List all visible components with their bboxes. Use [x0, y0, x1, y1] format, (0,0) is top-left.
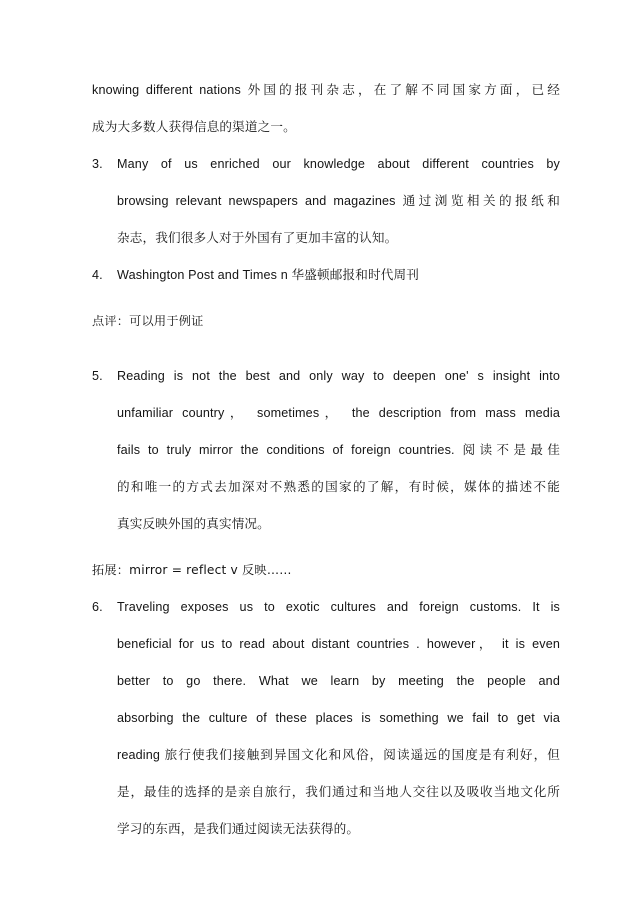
document-body: [92, 72, 560, 848]
note-text: 拓展：mirror = reflect v 反映……: [92, 563, 292, 577]
spacer: [92, 340, 560, 358]
list-item-5: [92, 358, 560, 543]
list-marker: 3.: [92, 157, 103, 171]
text-line: Washington Post and Times n 华盛顿邮报和时代周刊: [117, 268, 419, 282]
note-text: 点评：可以用于例证: [92, 314, 204, 328]
text-line: browsing relevant newspapers and magazines 通过浏览相关的报纸和: [117, 194, 560, 208]
list-marker: 4.: [92, 268, 103, 282]
note-commentary: [92, 303, 560, 340]
spacer: [92, 294, 560, 303]
paragraph-continuation: [92, 72, 560, 146]
text-line: beneficial for us to read about distant countries . however， it is even: [117, 637, 560, 651]
text-line: fails to truly mirror the conditions of foreign countries. 阅读不是最佳: [117, 443, 560, 457]
spacer: [92, 543, 560, 552]
list-item-4: [92, 257, 560, 294]
text-line: 真实反映外国的真实情况。: [117, 517, 270, 531]
text-line: 杂志，我们很多人对于外国有了更加丰富的认知。: [117, 231, 398, 245]
text-line: 学习的东西，是我们通过阅读无法获得的。: [117, 822, 360, 836]
text-line: Traveling exposes us to exotic cultures and foreign customs. It is: [117, 600, 560, 614]
text-line: 成为大多数人获得信息的渠道之一。: [92, 120, 296, 134]
list-item-3: [92, 146, 560, 257]
text-line: 的和唯一的方式去加深对不熟悉的国家的了解，有时候，媒体的描述不能: [117, 480, 560, 494]
list-marker: 6.: [92, 600, 103, 614]
list-marker: 5.: [92, 369, 103, 383]
text-line: reading 旅行使我们接触到异国文化和风俗，阅读遥远的国度是有利好，但: [117, 748, 560, 762]
note-extension: [92, 552, 560, 589]
text-line: Many of us enriched our knowledge about different countries by: [117, 157, 560, 171]
text-line: better to go there. What we learn by meeting the people and: [117, 674, 560, 688]
text-line: knowing different nations 外国的报刊杂志，在了解不同国家方面，已经: [92, 83, 560, 97]
text-line: unfamiliar country， sometimes， the description from mass media: [117, 406, 560, 420]
text-line: 是，最佳的选择的是亲自旅行，我们通过和当地人交往以及吸收当地文化所: [117, 785, 560, 799]
list-item-6: [92, 589, 560, 848]
text-line: Reading is not the best and only way to deepen one' s insight into: [117, 369, 560, 383]
text-line: absorbing the culture of these places is something we fail to get via: [117, 711, 560, 725]
